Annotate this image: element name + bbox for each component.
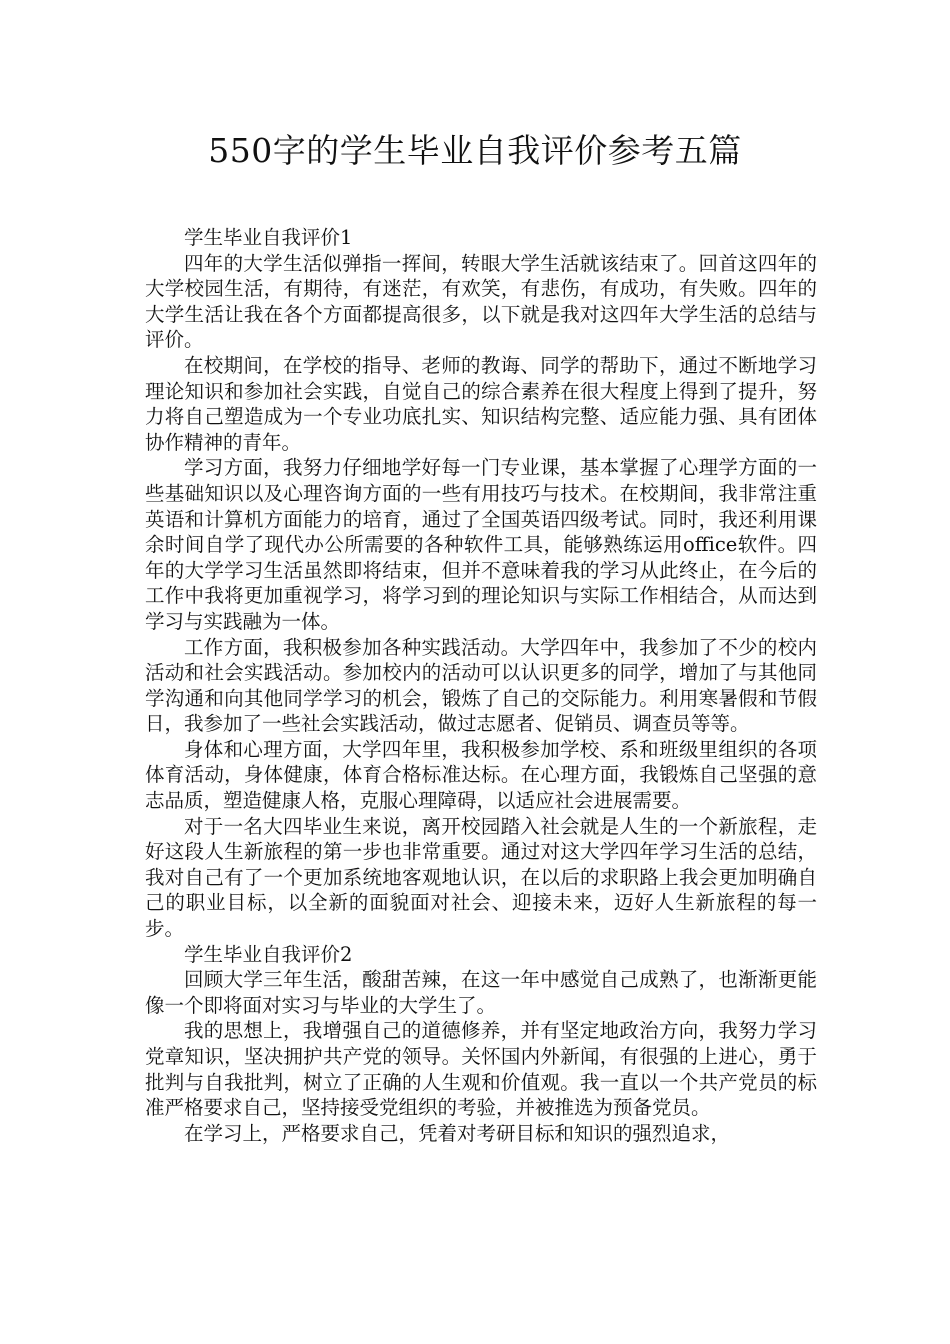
paragraph: 我的思想上，我增强自己的道德修养，并有坚定地政治方向，我努力学习党章知识，坚决拥护共产党的领导。关怀国内外新闻，有很强的上进心，勇于批判与自我批判，树立了正确的人生观和价值观。我一直以一个共产党员的标准严格要求自己，坚持接受党组织的考验，并被推选为预备党员。	[145, 1019, 817, 1120]
paragraph: 在学习上，严格要求自己，凭着对考研目标和知识的强烈追求，	[184, 1121, 731, 1145]
paragraph: 学习方面，我努力仔细地学好每一门专业课，基本掌握了心理学方面的一些基础知识以及心理咨询方面的一些有用技巧与技术。在校期间，我非常注重英语和计算机方面能力的培育，通过了全国英语四级考试。同时，我还利用课余时间自学了现代办公所需要的各种软件工具，能够熟练运用office软件。四年的大学学习生活虽然即将结束，但并不意味着我的学习从此终止，在今后的工作中我将更加重视学习，将学习到的理论知识与实际工作相结合，从而达到学习与实践融为一体。	[145, 456, 817, 633]
paragraph: 四年的大学生活似弹指一挥间，转眼大学生活就该结束了。回首这四年的大学校园生活，有期待，有迷茫，有欢笑，有悲伤，有成功，有失败。四年的大学生活让我在各个方面都提高很多，以下就是我对这四年大学生活的总结与评价。	[145, 251, 817, 352]
paragraph: 回顾大学三年生活，酸甜苦辣，在这一年中感觉自己成熟了，也渐渐更能像一个即将面对实习与毕业的大学生了。	[145, 968, 817, 1017]
paragraph: 在校期间，在学校的指导、老师的教诲、同学的帮助下，通过不断地学习理论知识和参加社会实践，自觉自己的综合素养在很大程度上得到了提升，努力将自己塑造成为一个专业功底扎实、知识结构完整、适应能力强、具有团体协作精神的青年。	[145, 353, 817, 454]
paragraph: 身体和心理方面，大学四年里，我积极参加学校、系和班级里组织的各项体育活动，身体健康，体育合格标准达标。在心理方面，我锻炼自己坚强的意志品质，塑造健康人格，克服心理障碍，以适应社会进展需要。	[145, 737, 817, 813]
document-body	[145, 225, 817, 1146]
document-title: 550字的学生毕业自我评价参考五篇	[208, 131, 742, 170]
paragraph: 工作方面，我积极参加各种实践活动。大学四年中，我参加了不少的校内活动和社会实践活动。参加校内的活动可以认识更多的同学，增加了与其他同学沟通和向其他同学学习的机会，锻炼了自己的交际能力。利用寒暑假和节假日，我参加了一些社会实践活动，做过志愿者、促销员、调查员等等。	[145, 635, 817, 736]
section-heading-1: 学生毕业自我评价1	[184, 226, 353, 249]
paragraph: 对于一名大四毕业生来说，离开校园踏入社会就是人生的一个新旅程，走好这段人生新旅程的第一步也非常重要。通过对这大学四年学习生活的总结，我对自己有了一个更加系统地客观地认识，在以后的求职路上我会更加明确自己的职业目标，以全新的面貌面对社会、迎接未来，迈好人生新旅程的每一步。	[145, 814, 817, 941]
section-heading-2: 学生毕业自我评价2	[184, 942, 353, 966]
